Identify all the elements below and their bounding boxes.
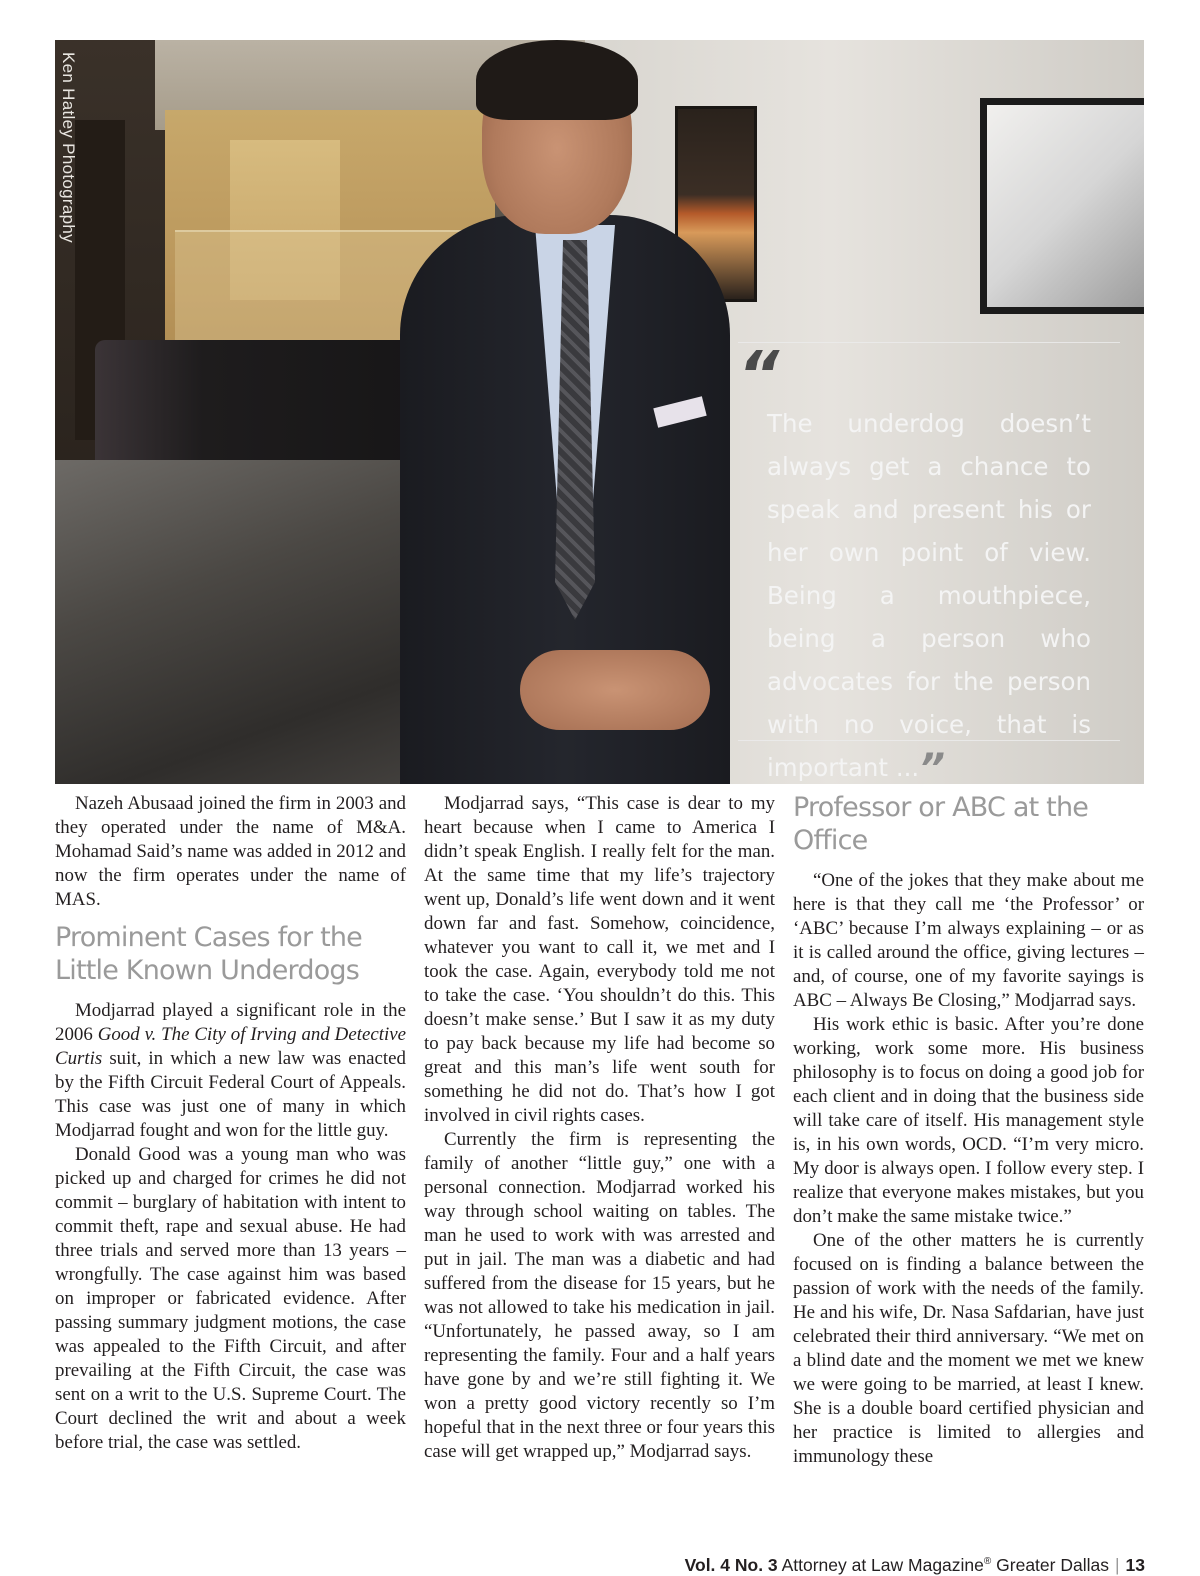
article-column-3	[793, 792, 1144, 1469]
case-name: Good v. The City of Irving and Detective Curtis	[55, 1024, 406, 1069]
quote-body: The underdog doesn’t always get a chance to speak and present his or her own point of view. Being a mouthpiece, being a person who advocates for the person with no voice, that is important ...	[767, 409, 1091, 782]
registered-mark: ®	[983, 1556, 992, 1568]
paragraph	[55, 999, 406, 1143]
hair	[476, 40, 638, 120]
paragraph: Currently the firm is representing the family of another “little guy,” one with a personal connection. Modjarrad worked his way through school waiting on tables. The man he used to work with was arrested and put in jail. The man was a diabetic and had suffered from the disease for 15 years, but he was not allowed to take his medication in jail. “Unfortunately, he passed away, so I am representing the family. Four and a half years have gone by and we’re still fighting it. We won a pretty good victory recently so I’m hopeful that in the next three or four years this case will get wrapped up,” Modjarrad says.	[424, 1129, 775, 1462]
footer-separator: |	[1114, 1555, 1120, 1575]
issue-number: Vol. 4 No. 3	[684, 1555, 778, 1575]
paragraph: Donald Good was a young man who was picked up and charged for crimes he did not commit – burglary of habitation with intent to commit theft, rape and sexual abuse. He had three trials and served more than 13 years – wrongfully. The case against him was based on improper or fabricated evidence. After passing summary judgment motions, the case was appealed to the Fifth Circuit, and after prevailing at the Fifth Circuit, the case was sent on a writ to the U.S. Supreme Court. The Court declined the writ and about a week before trial, the case was settled.	[55, 1144, 406, 1453]
page-number: 13	[1125, 1555, 1145, 1575]
paragraph: One of the other matters he is currently focused on is finding a balance between the passion of work with the needs of the family. He and his wife, Dr. Nasa Safdarian, have just celebrated their third anniversary. “We met on a blind date and the moment we met we knew we were going to be married, at least I knew. She is a double board certified physician and her practice is limited to allergies and immunology these	[793, 1230, 1144, 1467]
photo-credit: Ken Hatley Photography	[59, 52, 78, 243]
article-column-2	[424, 792, 775, 1464]
close-quote-mark: ”	[919, 746, 945, 792]
article-column-1	[55, 792, 406, 1455]
paragraph-text: Modjarrad played a significant role in the 2006	[55, 1000, 406, 1045]
paragraph: “One of the jokes that they make about me here is that they call me ‘the Professor’ or ‘ABC’ because I’m always explaining – or as it is called around the office, giving lectures – and, of course, one of my favorite sayings is ABC – Always Be Closing,” Modjarrad says.	[793, 870, 1144, 1011]
pull-quote	[738, 339, 1120, 792]
portrait-subject	[400, 40, 790, 784]
section-heading: Prominent Cases for the Little Known Underdogs	[55, 922, 362, 986]
framed-artwork	[980, 98, 1144, 314]
magazine-name: Attorney at Law Magazine	[781, 1555, 984, 1575]
quote-text	[767, 402, 1091, 792]
quote-rule-top	[738, 342, 1120, 343]
quote-rule-bottom	[738, 740, 1120, 741]
edition-name: Greater Dallas	[996, 1555, 1109, 1575]
paragraph-text: suit, in which a new law was enacted by the Fifth Circuit Federal Court of Appeals. This case was just one of many in which Modjarrad fought and won for the little guy.	[55, 1048, 406, 1141]
paragraph: Nazeh Abusaad joined the firm in 2003 and they operated under the name of M&A. Mohamad Said’s name was added in 2012 and now the firm operates under the name of MAS.	[55, 793, 406, 910]
open-quote-mark: “	[738, 339, 780, 413]
clasped-hands	[520, 650, 710, 730]
section-heading: Professor or ABC at the Office	[793, 792, 1089, 856]
paragraph: His work ethic is basic. After you’re done working, work some more. His business philosophy is to focus on doing a good job for each client and in doing that the business side will take care of itself. His management style is, in his own words, OCD. “I’m very micro. My door is always open. I follow every step. I realize that everyone makes mistakes, but you don’t make the same mistake twice.”	[793, 1014, 1144, 1227]
paragraph: Modjarrad says, “This case is dear to my heart because when I came to America I didn’t speak English. I really felt for the man. At the same time that my life’s trajectory went up, Donald’s life went down and it went down far and fast. Somehow, coincidence, whatever you want to call it, we met and I took the case. Again, everybody told me not to take the case. ‘You shouldn’t do this. This doesn’t make sense.’ But I saw it as my duty to pay back because my life had become so great and this man’s life went south for something he did not do. That’s how I got involved in civil rights cases.	[424, 793, 775, 1126]
page-footer	[0, 1555, 1145, 1576]
